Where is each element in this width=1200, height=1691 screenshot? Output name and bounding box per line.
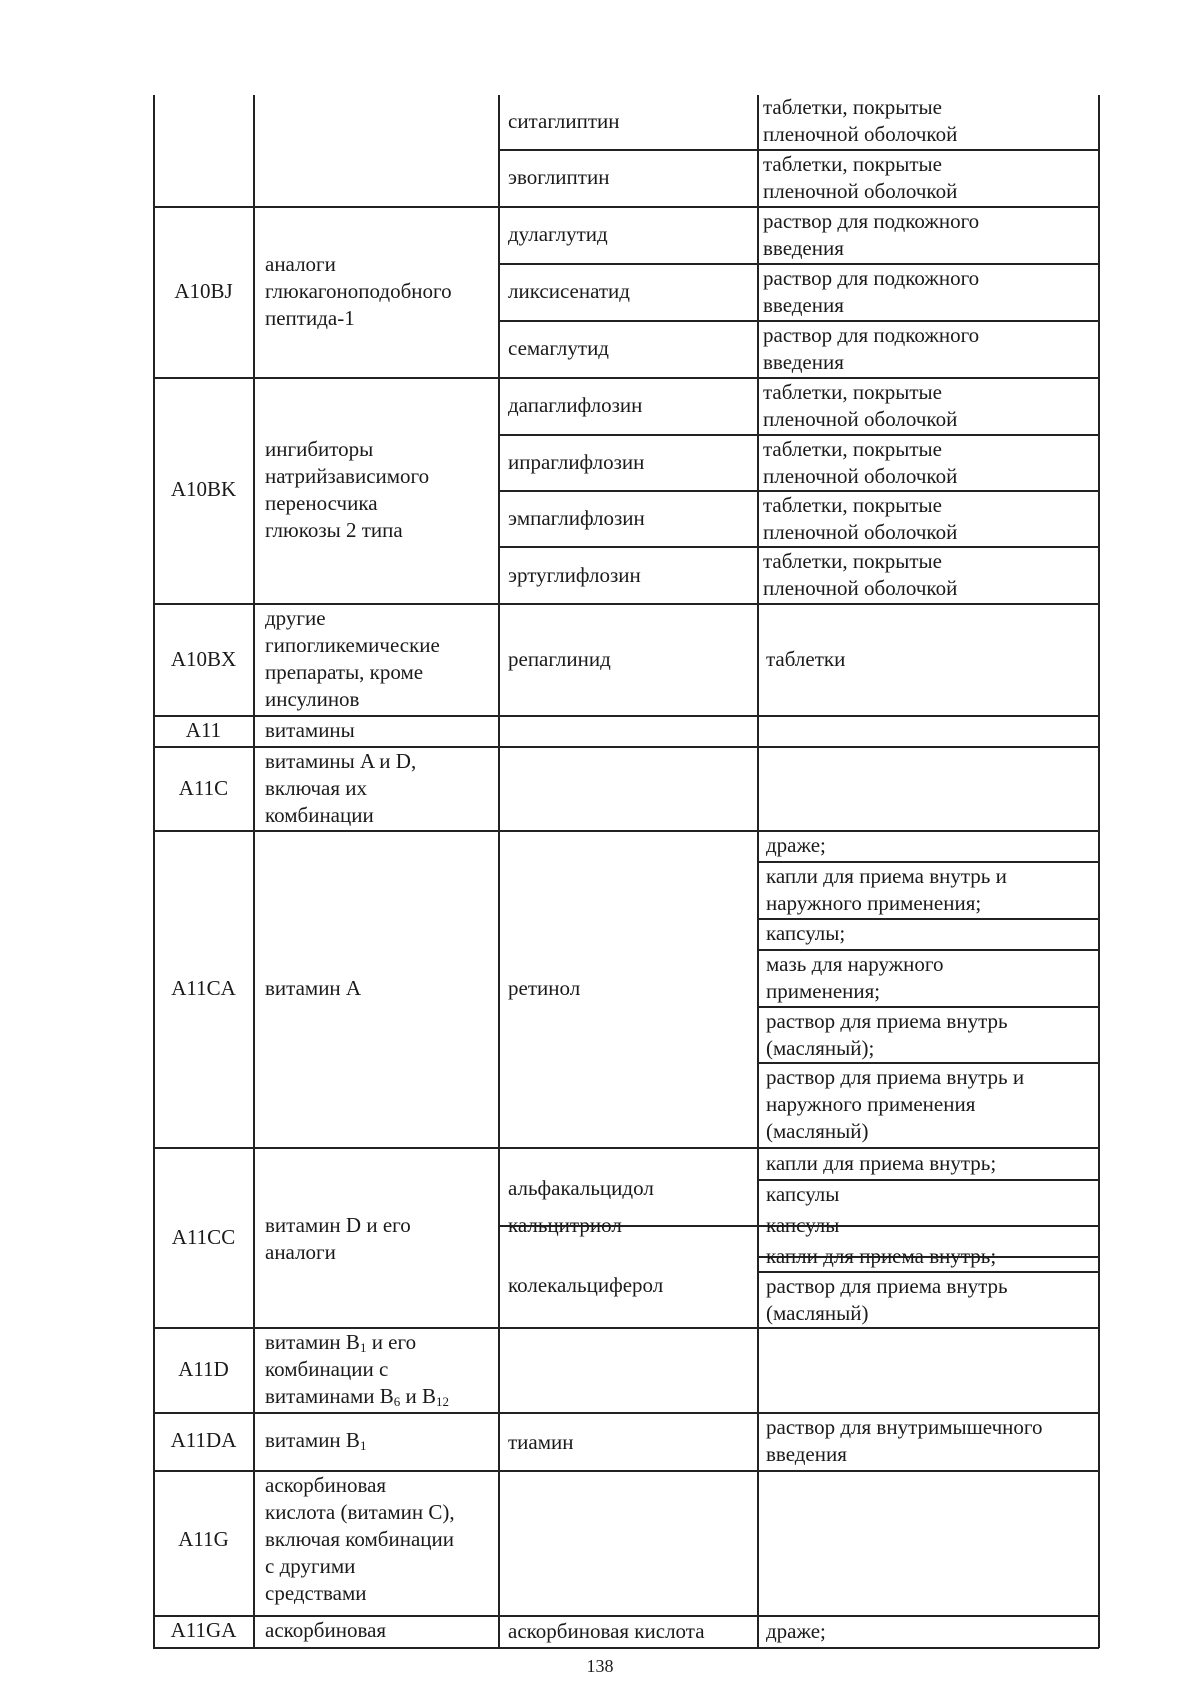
dosage-form: (масляный)	[766, 1301, 869, 1325]
dosage-form: наружного применения	[766, 1092, 976, 1116]
dosage-form: мазь для наружного	[766, 952, 944, 976]
dosage-form: пленочной оболочкой	[763, 520, 958, 544]
dosage-form: раствор для приема внутрь и	[766, 1065, 1025, 1089]
dosage-form: драже;	[766, 833, 826, 857]
group-name: витамин D и его	[265, 1213, 411, 1237]
group-name: глюкозы 2 типа	[265, 518, 403, 542]
atc-code: A11CA	[171, 976, 236, 1000]
dosage-form: (масляный)	[766, 1119, 869, 1143]
substance-name: колекальциферол	[508, 1273, 664, 1297]
group-name: глюкагоноподобного	[265, 279, 452, 303]
group-name: аналоги	[265, 252, 336, 276]
group-name: аналоги	[265, 1240, 336, 1264]
atc-code: A11D	[178, 1357, 229, 1381]
group-name: другие	[265, 606, 326, 630]
atc-code: A11GA	[170, 1618, 237, 1642]
group-name: витамины A и D,	[265, 749, 417, 773]
dosage-form: пленочной оболочкой	[763, 464, 958, 488]
dosage-form: капсулы;	[766, 921, 846, 945]
dosage-form: наружного применения;	[766, 891, 982, 915]
substance-name: семаглутид	[508, 336, 609, 360]
dosage-form: таблетки, покрытые	[763, 380, 942, 404]
substance-name: дапаглифлозин	[508, 393, 643, 417]
group-name: витамин $B_1$	[265, 1428, 367, 1453]
atc-code: A10BK	[170, 477, 237, 501]
dosage-form: раствор для приема внутрь	[766, 1274, 1008, 1298]
substance-name: эвоглиптин	[508, 165, 610, 189]
group-name: средствами	[265, 1581, 367, 1605]
dosage-form: таблетки, покрытые	[763, 95, 942, 119]
dosage-form: раствор для внутримышечного	[766, 1415, 1043, 1439]
group-name: инсулинов	[265, 687, 360, 711]
dosage-form: пленочной оболочкой	[763, 576, 958, 600]
substance-name: дулаглутид	[508, 222, 608, 246]
substance-name: ретинол	[508, 976, 581, 1000]
atc-code: A11C	[178, 776, 229, 800]
table-border	[253, 95, 255, 1648]
group-name: включая комбинации	[265, 1527, 454, 1551]
group-name: ингибиторы	[265, 437, 374, 461]
page-number: 138	[586, 1656, 614, 1676]
group-name: аскорбиновая	[265, 1618, 387, 1642]
row-divider	[153, 377, 1099, 379]
table-border	[1098, 95, 1100, 1648]
dosage-form: раствор для подкожного	[763, 266, 980, 290]
group-name: витамин $B_1$ и его	[265, 1330, 417, 1355]
dosage-form: капсулы	[766, 1213, 840, 1237]
group-name: переносчика	[265, 491, 378, 515]
table-border	[757, 95, 759, 1648]
substance-name: ситаглиптин	[508, 109, 620, 133]
substance-name: аскорбиновая кислота	[508, 1619, 705, 1643]
dosage-form: введения	[763, 236, 844, 260]
group-name: пептида-1	[265, 306, 355, 330]
group-name: витамин A	[265, 976, 362, 1000]
group-name: витаминами $B_6$ и $B_{12}$	[265, 1384, 450, 1409]
dosage-form: раствор для подкожного	[763, 209, 980, 233]
row-divider	[153, 1147, 1099, 1149]
dosage-form: пленочной оболочкой	[763, 179, 958, 203]
dosage-form: применения;	[766, 979, 881, 1003]
group-name: натрийзависимого	[265, 464, 430, 488]
dosage-form: введения	[763, 293, 844, 317]
dosage-form: (масляный);	[766, 1036, 875, 1060]
substance-name: ипраглифлозин	[508, 450, 645, 474]
dosage-form: капли для приема внутрь;	[766, 1244, 997, 1268]
dosage-form: таблетки, покрытые	[763, 493, 942, 517]
dosage-form: таблетки	[766, 647, 846, 671]
dosage-form: введения	[763, 350, 844, 374]
dosage-form: пленочной оболочкой	[763, 407, 958, 431]
substance-name: альфакальцидол	[508, 1176, 654, 1200]
group-name: витамины	[265, 718, 355, 742]
dosage-form: раствор для приема внутрь	[766, 1009, 1008, 1033]
substance-name: эртуглифлозин	[508, 563, 641, 587]
table-border	[498, 95, 500, 1648]
dosage-form: капли для приема внутрь и	[766, 864, 1007, 888]
group-name: гипогликемические	[265, 633, 440, 657]
dosage-form: таблетки, покрытые	[763, 152, 942, 176]
substance-name: эмпаглифлозин	[508, 506, 645, 530]
group-name: аскорбиновая	[265, 1473, 387, 1497]
substance-name: кальцитриол	[508, 1213, 622, 1237]
group-name: кислота (витамин C),	[265, 1500, 455, 1524]
group-name: препараты, кроме	[265, 660, 424, 684]
dosage-form: таблетки, покрытые	[763, 549, 942, 573]
atc-code: A11CC	[171, 1225, 236, 1249]
row-divider	[153, 830, 1099, 832]
atc-code: A11DA	[170, 1428, 237, 1452]
dosage-form: пленочной оболочкой	[763, 122, 958, 146]
dosage-form: капсулы	[766, 1182, 840, 1206]
atc-code: A11	[185, 718, 222, 742]
dosage-form: капли для приема внутрь;	[766, 1151, 997, 1175]
table-border	[153, 95, 155, 1648]
group-name: с другими	[265, 1554, 356, 1578]
atc-code: A10BJ	[174, 279, 233, 303]
dosage-form: введения	[766, 1442, 847, 1466]
dosage-form: драже;	[766, 1619, 826, 1643]
dosage-form: таблетки, покрытые	[763, 437, 942, 461]
group-name: включая их	[265, 776, 368, 800]
atc-code: A11G	[178, 1527, 229, 1551]
substance-name: ликсисенатид	[508, 279, 630, 303]
substance-name: репаглинид	[508, 647, 611, 671]
group-name: комбинации	[265, 803, 374, 827]
dosage-form: раствор для подкожного	[763, 323, 980, 347]
atc-code: A10BX	[170, 647, 237, 671]
row-divider	[153, 1647, 1099, 1649]
group-name: комбинации с	[265, 1357, 389, 1381]
substance-name: тиамин	[508, 1430, 574, 1454]
